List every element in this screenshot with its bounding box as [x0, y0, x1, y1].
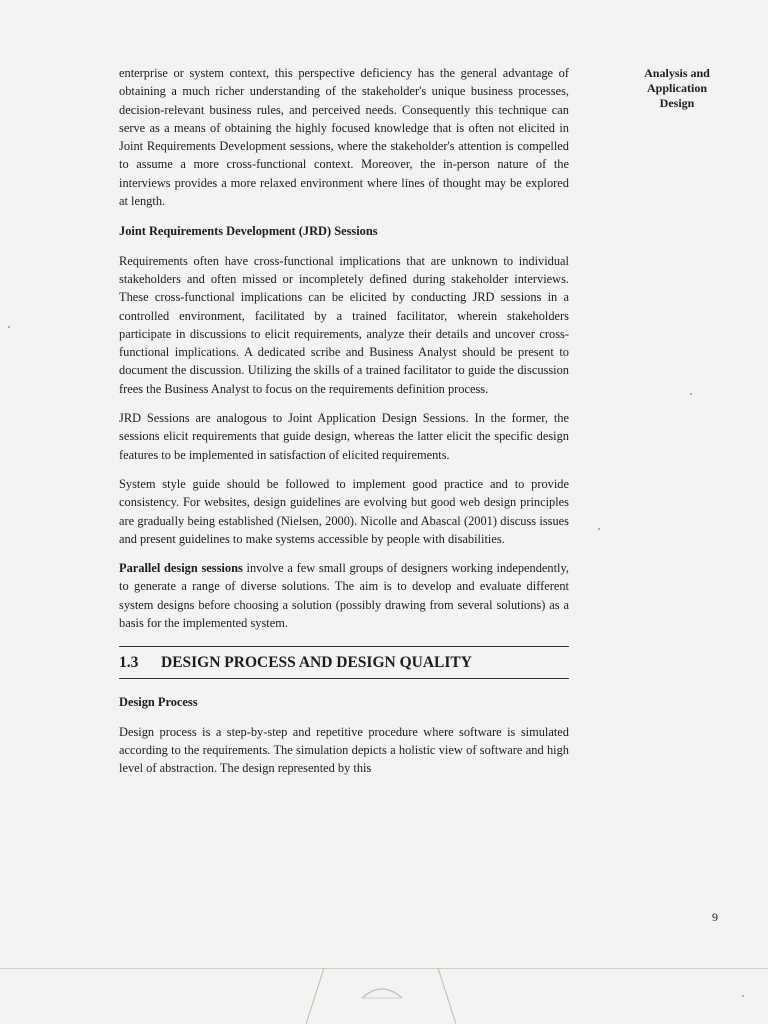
- jrd-heading: Joint Requirements Development (JRD) Sessions: [119, 224, 378, 239]
- paragraph-jrd: Requirements often have cross-functional implications that are unknown to individual stakeholders and often missed or incompletely defined during stakeholder interviews. These cross-functional implications can be elicited by conducting JRD sessions in a controlled environment, facilitated by a trained facilitator, wherein stakeholders participate in discussions to elicit requirements, analyze their details and uncover cross-functional implications. A dedicated scribe and Business Analyst should be present to document the discussion. Utilizing the skills of a trained facilitator to guide the discussion frees the Business Analyst to focus on the requirements definition process.: [119, 253, 569, 396]
- paragraph-interviews: enterprise or system context, this perspective deficiency has the general advantage of obtaining a much richer understanding of the stakeholder's unique business processes, decision-relevant business rules, and perceived needs. Consequently this technique can serve as a means of obtaining the highly focused knowledge that is often not elicited in Joint Requirements Development sessions, where the stakeholder's attention is compelled to assume a more cross-functional context. Moreover, the in-person nature of the interviews provides a more relaxed environment where lines of thought may be explored at length.: [119, 66, 569, 209]
- margin-note: [612, 66, 742, 111]
- scan-speck: [8, 326, 10, 328]
- scan-speck: [742, 995, 744, 997]
- paragraph-parallel-design: [119, 559, 569, 632]
- margin-note-line-3: Design: [659, 96, 695, 110]
- scan-speck: [690, 393, 692, 395]
- parallel-design-lead: Parallel design sessions: [119, 561, 243, 576]
- design-process-heading: Design Process: [119, 695, 198, 710]
- section-heading: [119, 646, 569, 679]
- scan-speck: [598, 528, 600, 530]
- section-title: DESIGN PROCESS AND DESIGN QUALITY: [161, 654, 472, 672]
- margin-note-line-2: Application: [646, 81, 707, 95]
- binder-tab-graphic: [306, 968, 456, 1024]
- paragraph-jrd-analogy: JRD Sessions are analogous to Joint Application Design Sessions. In the former, the sessions elicit requirements that guide design, whereas the latter elicit the specific design features to be implemented in satisfaction of elicited requirements.: [119, 411, 569, 462]
- paragraph-style-guide: System style guide should be followed to implement good practice and to provide consistency. For websites, design guidelines are evolving but good web design principles are gradually being established (Nielsen, 2000). Nicolle and Abascal (2001) discuss issues and present guidelines to make systems accessible by people with disabilities.: [119, 476, 569, 546]
- paragraph-design-process: Design process is a step-by-step and repetitive procedure where software is simulated according to the requirements. The simulation depicts a holistic view of software and high level of abstraction. The design represented by this: [119, 724, 569, 776]
- margin-note-line-1: Analysis and: [644, 66, 710, 80]
- parallel-design-text: involve a few small groups of designers working independently, to generate a range of diverse solutions. The aim is to develop and evaluate different system designs before choosing a solution (possibly drawing from several solutions) as a basis for the implemented system.: [119, 561, 569, 631]
- page-number: 9: [712, 910, 718, 924]
- section-number: 1.3: [119, 654, 139, 672]
- main-text-column: [119, 64, 569, 789]
